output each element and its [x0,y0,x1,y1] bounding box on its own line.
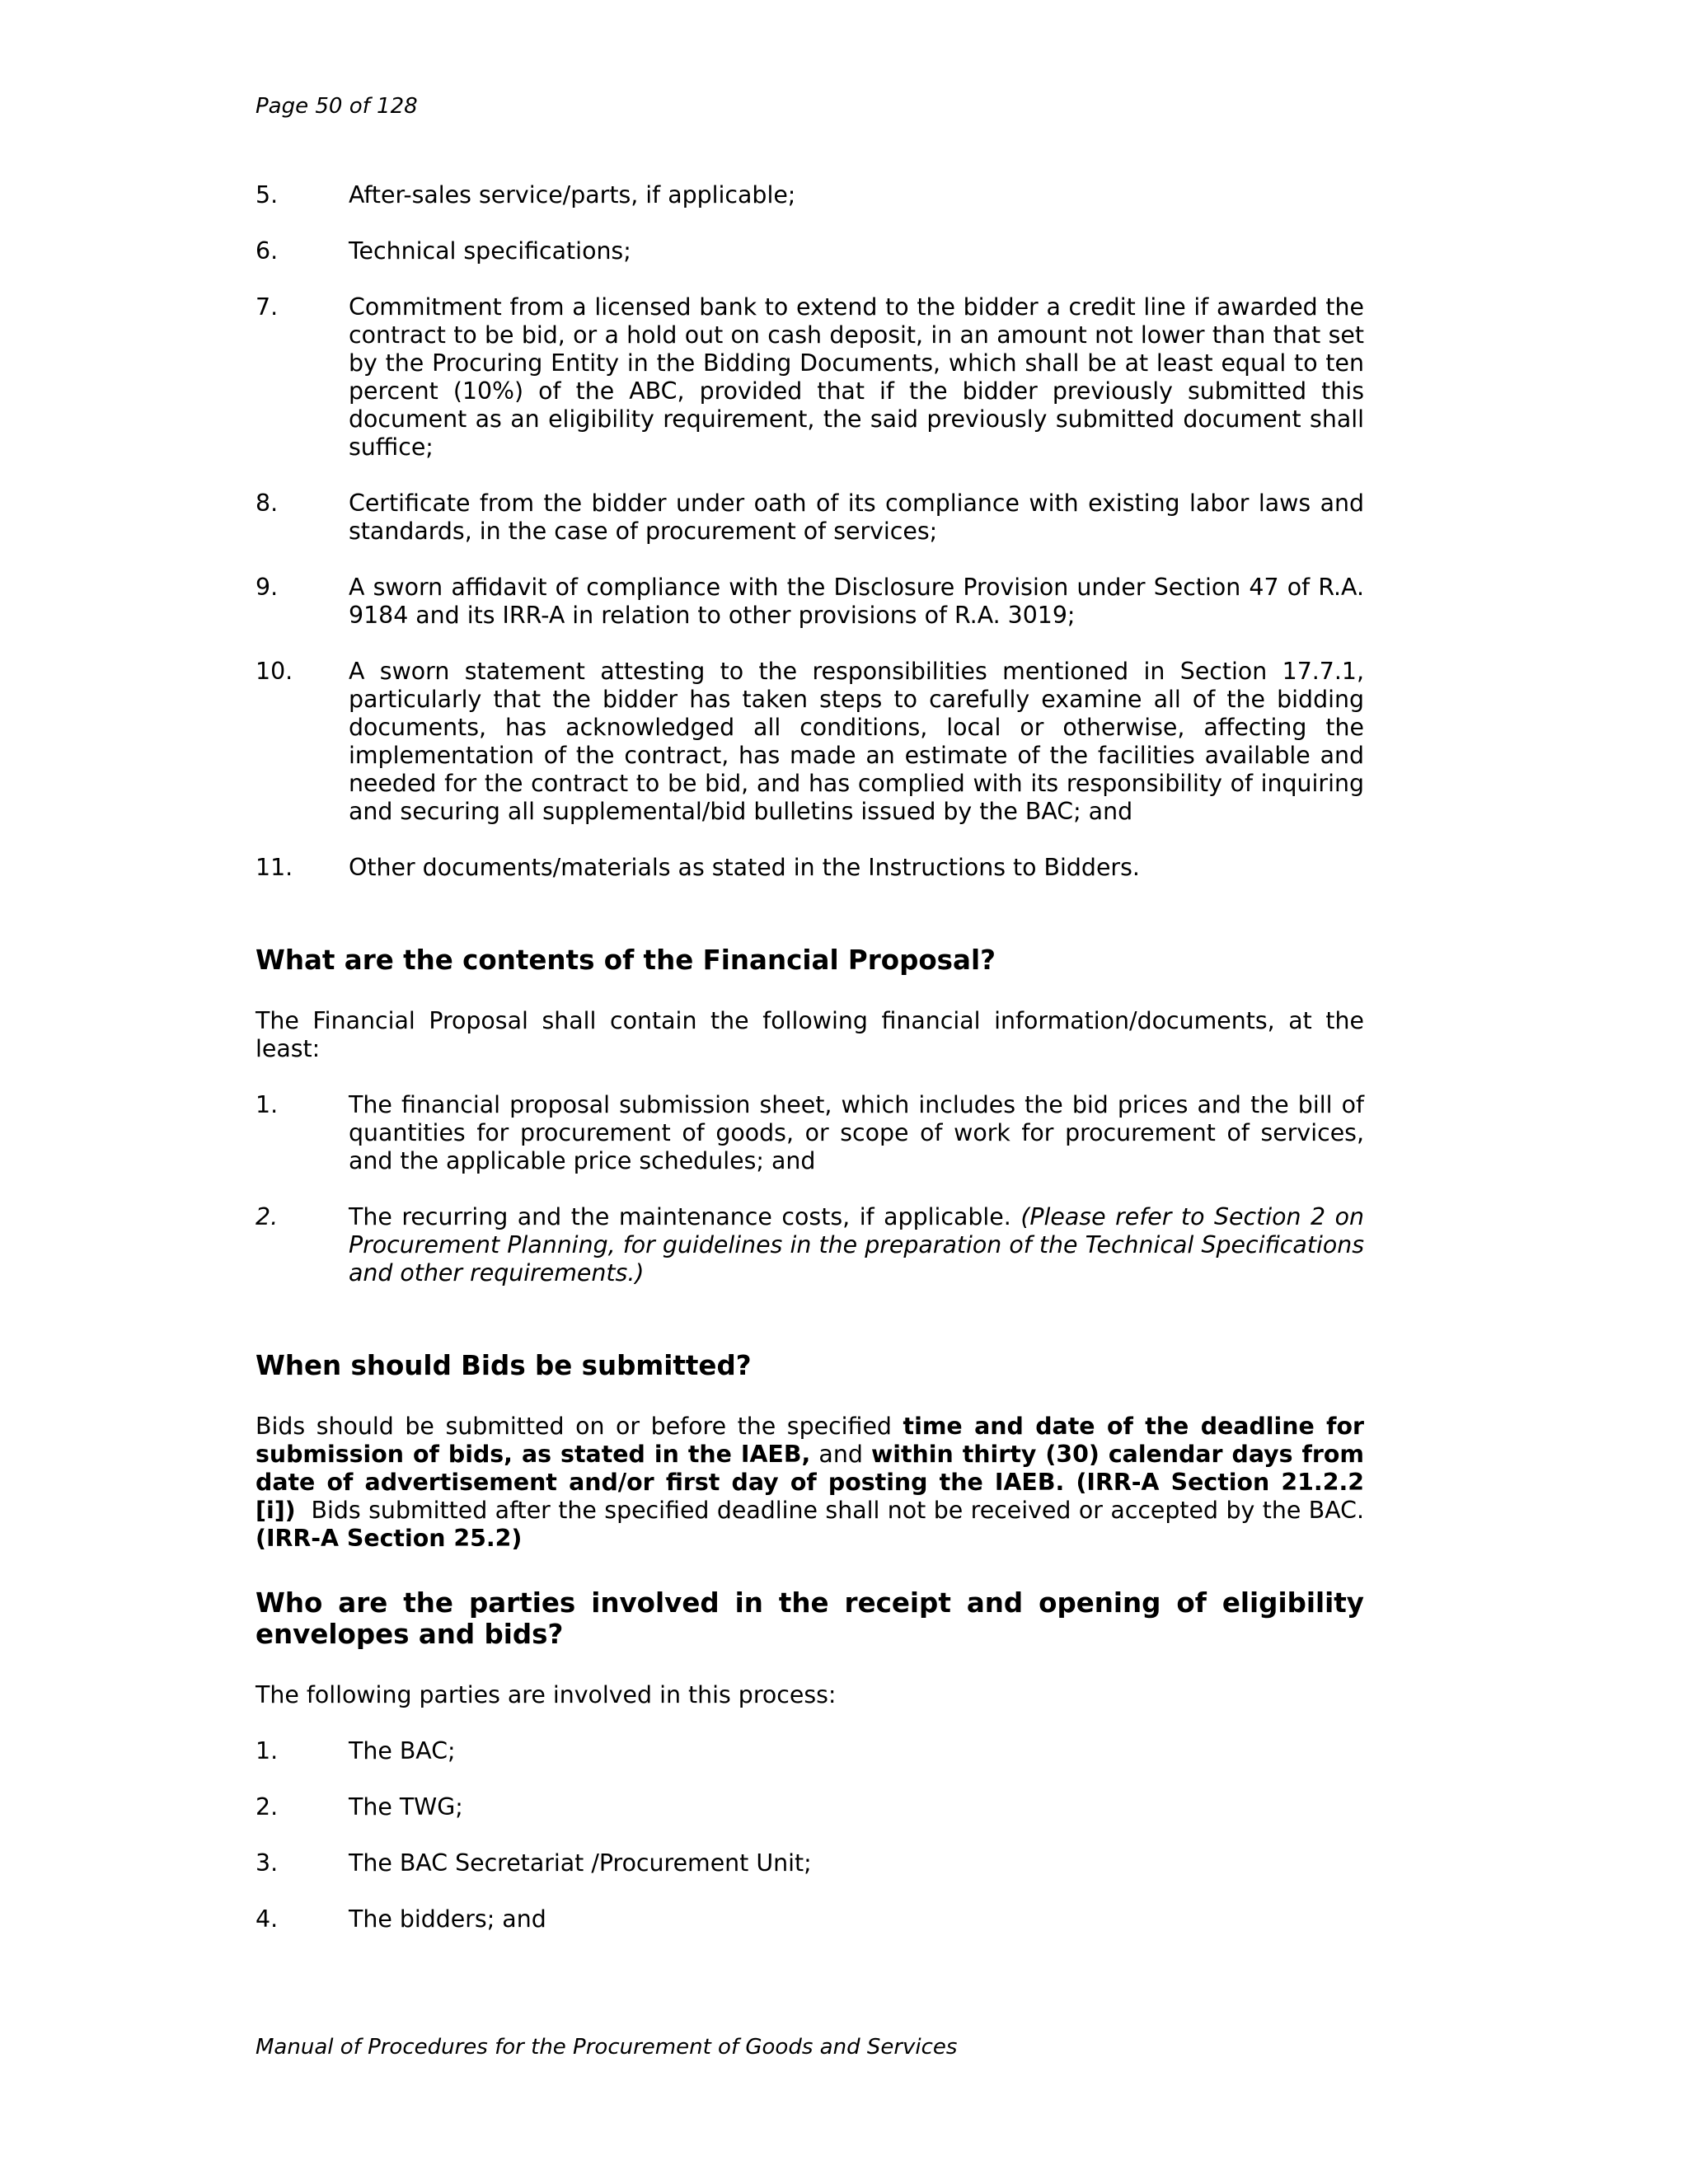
list-text: Other documents/materials as stated in the Instructions to Bidders. [349,854,1140,881]
list-text: The financial proposal submission sheet, which includes the bid prices and the bill of quantities for procurement of goods, or scope of work for procurement of services, and the applicable price schedules; and [349,1091,1364,1174]
list-number: 3. [256,1849,279,1877]
submission-text-1: Bids should be submitted on or before the specified [256,1413,892,1440]
document-body [256,181,1364,1933]
list-number: 11. [256,854,293,881]
list-number: 6. [256,237,279,265]
list-text: A sworn statement attesting to the responsibilities mentioned in Section 17.7.1, particularly that the bidder has taken steps to carefully examine all of the bidding documents, has acknowledged all conditions, local or otherwise, affecting the implementation of the contract, has made an estimate of the facilities available and needed for the contract to be bid, and has complied with its responsibility of inquiring and securing all supplemental/bid bulletins issued by the BAC; and [349,658,1364,825]
list-text [349,1203,1364,1287]
submission-text-2: and [818,1441,863,1468]
list-number: 5. [256,181,279,209]
list-number: 1. [256,1091,279,1118]
submission-text-3: Bids submitted after the specified deadline shall not be received or accepted by the BAC. [311,1497,1364,1524]
list-text: Certificate from the bidder under oath of its compliance with existing labor laws and standards, in the case of procurement of services; [349,490,1364,545]
list-text: The TWG; [349,1793,463,1821]
list-text: The bidders; and [349,1905,546,1933]
list-item [256,237,1364,265]
list-number: 4. [256,1905,279,1933]
list-item [256,854,1364,882]
list-text: The BAC; [349,1737,456,1765]
submission-paragraph [256,1413,1364,1553]
parties-intro: The following parties are involved in this process: [256,1681,837,1708]
list-text-plain: The recurring and the maintenance costs, if applicable. [349,1203,1011,1230]
list-item [256,181,1364,209]
list-item [256,1849,1364,1877]
list-number: 1. [256,1737,279,1765]
list-item [256,1091,1364,1175]
section-heading-financial-proposal: What are the contents of the Financial Proposal? [256,944,996,976]
list-item [256,1793,1364,1821]
list-item [256,490,1364,546]
section-heading-bid-submission: When should Bids be submitted? [256,1350,752,1381]
page-number: Page 50 of 128 [256,94,418,119]
list-number: 8. [256,490,279,517]
list-number: 9. [256,574,279,601]
list-item [256,658,1364,826]
submission-bold-3: (IRR-A Section 25.2) [256,1525,523,1552]
list-text: Commitment from a licensed bank to extend to the bidder a credit line if awarded the contract to be bid, or a hold out on cash deposit, in an amount not lower than that set by the Procuring Entity in the Bidding Documents, which shall be at least equal to ten percent (10%) of the ABC, provided that if the bidder previously submitted this document as an eligibility requirement, the said previously submitted document shall suffice; [349,293,1364,461]
list-item [256,574,1364,630]
list-number: 10. [256,658,293,685]
list-item [256,1737,1364,1765]
submission-bold-1: time and date of the deadline for submission of bids, as stated in the IAEB, [256,1413,1364,1468]
list-number: 2. [256,1793,279,1821]
list-text: After-sales service/parts, if applicable; [349,181,796,209]
list-text: A sworn affidavit of compliance with the Disclosure Provision under Section 47 of R.A. 9184 and its IRR-A in relation to other provisions of R.A. 3019; [349,574,1364,629]
list-text: Technical specifications; [349,237,631,265]
list-item [256,293,1364,462]
list-text: The BAC Secretariat /Procurement Unit; [349,1849,812,1877]
financial-intro: The Financial Proposal shall contain the following financial information/documents, at the least: [256,1007,1364,1062]
list-text-italic-note: (Please refer to Section 2 on Procurement Planning, for guidelines in the preparation of the Technical Specifications and other requirements.) [349,1203,1365,1286]
submission-bold-2: within thirty (30) calendar days from date of advertisement and/or first day of posting the IAEB. (IRR-A Section 21.2.2 [i]) [256,1441,1364,1524]
list-item [256,1203,1364,1287]
list-number: 7. [256,293,279,321]
section-heading-parties: Who are the parties involved in the receipt and opening of eligibility envelopes and bids? [256,1587,1364,1650]
list-number: 2. [256,1203,279,1230]
list-item [256,1905,1364,1933]
document-footer-title: Manual of Procedures for the Procurement of Goods and Services [256,2035,958,2060]
